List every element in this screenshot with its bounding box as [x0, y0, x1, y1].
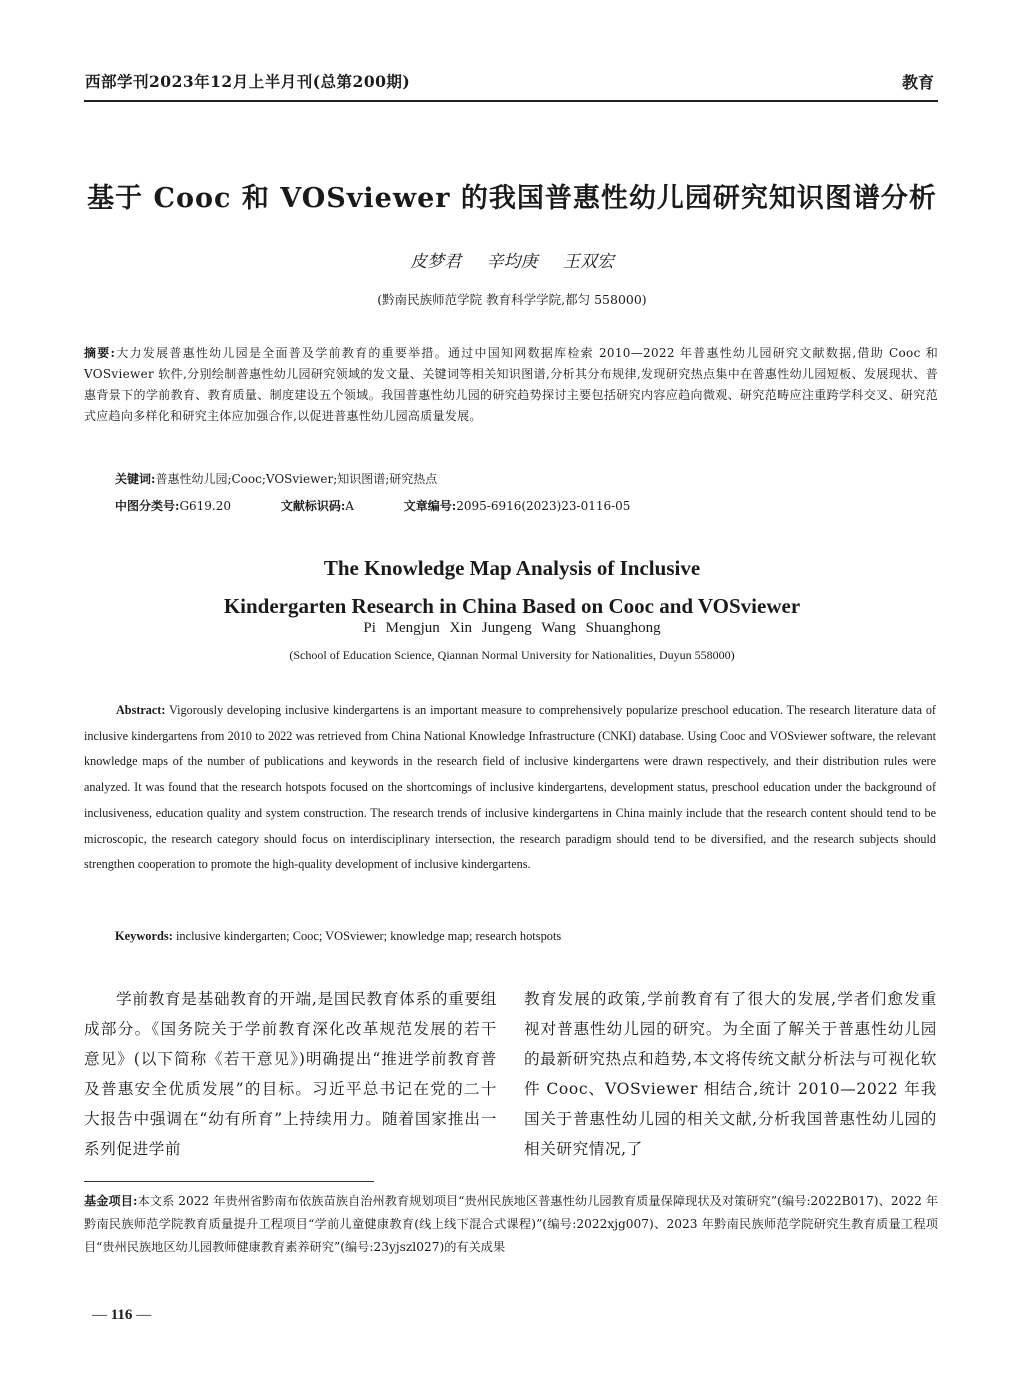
document-code-label: 文献标识码:	[280, 499, 346, 513]
chinese-title: 基于 Cooc 和 VOSviewer 的我国普惠性幼儿园研究知识图谱分析	[87, 183, 937, 214]
chinese-keywords	[115, 470, 437, 487]
document-code	[281, 499, 354, 513]
article-number	[404, 499, 631, 513]
clc-value: G619.20	[179, 499, 232, 513]
chinese-abstract-text: 大力发展普惠性幼儿园是全面普及学前教育的重要举措。通过中国知网数据库检索 2010—2022 年普惠性幼儿园研究文献数据,借助 Cooc 和 VOSviewer 软件,分别绘制普惠性幼儿园研究领域的发文量、关键词等相关知识图谱,分析其分布规律,发现研究热点集中在普惠性幼儿园短板、发展现状、普惠背景下的学前教育、教育质量、制度建设五个领域。我国普惠性幼儿园的研究趋势探讨主要包括研究内容应趋向微观、研究范畴应注重跨学科交叉、研究范式应趋向多样化和研究主体应加强合作,以促进普惠性幼儿园高质量发展。	[84, 346, 938, 423]
funding-footnote	[84, 1190, 938, 1259]
english-title-line-1: The Knowledge Map Analysis of Inclusive	[323, 556, 701, 580]
english-affiliation: (School of Education Science, Qiannan Normal University for Nationalities, Duyun 558000)	[289, 648, 735, 662]
english-keywords-text: inclusive kindergarten; Cooc; VOSviewer; knowledge map; research hotspots	[175, 929, 562, 943]
english-keywords-label: Keywords:	[115, 929, 173, 943]
document-code-value: A	[345, 499, 354, 513]
footnote-text: 本文系 2022 年贵州省黔南布依族苗族自治州教育规划项目“贵州民族地区普惠性幼儿园教育质量保障现状及对策研究”(编号:2022B017)、2022 年黔南民族师范学院教育质量提升工程项目“学前儿童健康教育(线上线下混合式课程)”(编号:2022xjg007)、2023 年黔南民族师范学院研究生教育质量工程项目“贵州民族地区幼儿园教师健康教育素养研究”(编号:23yjszl027)的有关成果	[84, 1194, 939, 1254]
chinese-keywords-text: 普惠性幼儿园;Cooc;VOSviewer;知识图谱;研究热点	[155, 472, 438, 486]
chinese-abstract	[84, 343, 938, 427]
header-rule	[84, 100, 938, 102]
english-abstract-text: Vigorously developing inclusive kindergartens is an important measure to comprehensively popularize preschool education. The research literature data of inclusive kindergartens from 2010 to 2022 was retrieved from China National Knowledge Infrastructure (CNKI) database. Using Cooc and VOSviewer software, the relevant knowledge maps of the number of publications and keywords in the research field of inclusive kindergartens were drawn respectively, and their distribution rules were analyzed. It was found that the research hotspots focused on the shortcomings of inclusive kindergartens, development status, preschool education under the background of inclusiveness, education quality and system construction. The research trends of inclusive kindergartens in China mainly include that the research content should tend to be microscopic, the research category should focus on interdisciplinary intersection, the research paradigm should tend to be diversified, and the research subjects should strengthen cooperation to promote the high-quality development of inclusive kindergartens.	[84, 703, 936, 872]
article-number-label: 文章编号:	[403, 499, 457, 513]
section-label: 教育	[901, 73, 934, 92]
chinese-authors: 皮梦君 辛均庚 王双宏	[410, 252, 614, 272]
english-title	[0, 549, 1024, 625]
body-right-column: 教育发展的政策,学前教育有了很大的发展,学者们愈发重视对普惠性幼儿园的研究。为全面了解关于普惠性幼儿园的最新研究热点和趋势,本文将传统文献分析法与可视化软件 Cooc、VOSviewer 相结合,统计 2010—2022 年我国关于普惠性幼儿园的相关文献,分析我国普惠性幼儿园的相关研究情况,了	[524, 990, 937, 1158]
english-abstract	[84, 698, 936, 878]
english-keywords	[115, 929, 561, 944]
page-number-value: 116	[110, 1307, 133, 1323]
article-number-value: 2095-6916(2023)23-0116-05	[456, 499, 631, 513]
body-left-column: 学前教育是基础教育的开端,是国民教育体系的重要组成部分。《国务院关于学前教育深化改革规范发展的若干意见》(以下简称《若干意见》)明确提出“推进学前教育普及普惠安全优质发展”的目标。习近平总书记在党的二十大报告中强调在“幼有所育”上持续用力。随着国家推出一系列促进学前	[84, 990, 497, 1158]
clc-label: 中图分类号:	[115, 499, 180, 513]
journal-header: 西部学刊2023年12月上半月刊(总第200期)	[85, 72, 411, 91]
classification-info	[115, 497, 676, 514]
english-authors: Pi Mengjun Xin Jungeng Wang Shuanghong	[363, 620, 661, 636]
footnote-rule	[84, 1181, 374, 1182]
chinese-abstract-label: 摘要:	[84, 346, 116, 360]
english-abstract-label: Abstract:	[116, 703, 166, 717]
chinese-keywords-label: 关键词:	[115, 472, 156, 486]
clc-number	[115, 499, 231, 513]
english-title-line-2: Kindergarten Research in China Based on Cooc and VOSviewer	[223, 594, 801, 618]
chinese-affiliation: (黔南民族师范学院 教育科学学院,都匀 558000)	[377, 292, 647, 307]
footnote-label: 基金项目:	[84, 1194, 138, 1208]
page-number: — 116 —	[92, 1307, 152, 1323]
